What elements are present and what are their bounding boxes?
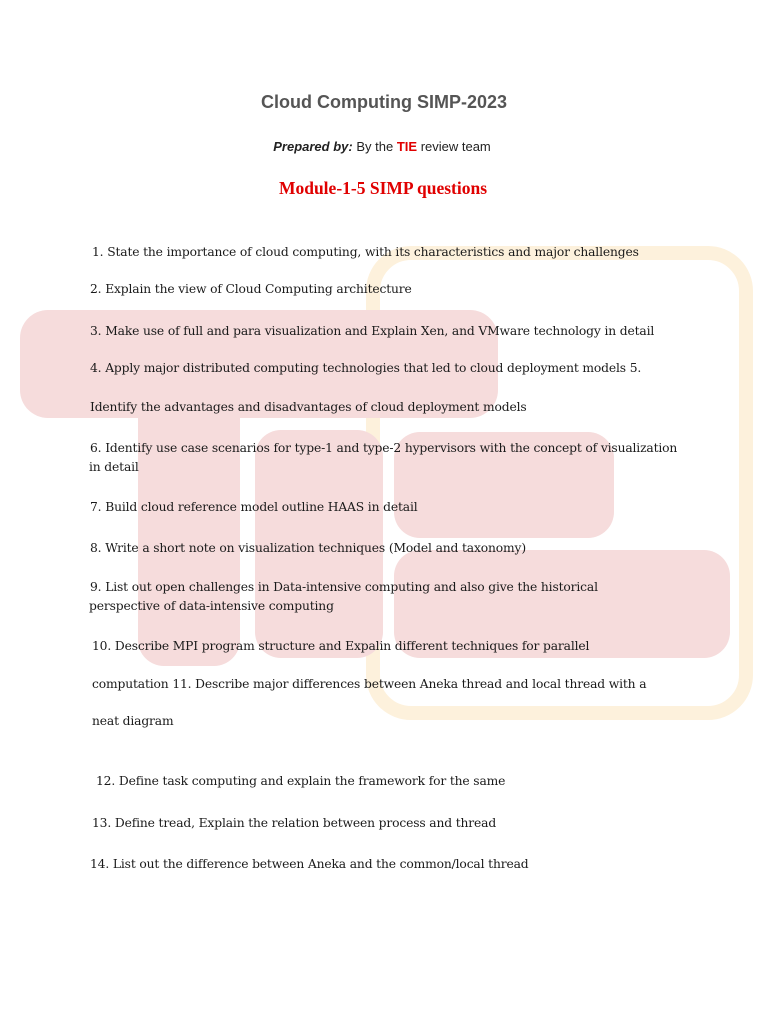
question-line: 6. Identify use case scenarios for type-1 and type-2 hypervisors with the concept of visualization <box>90 441 678 455</box>
module-heading: Module-1-5 SIMP questions <box>278 178 488 198</box>
question-line: 1. State the importance of cloud computing, with its characteristics and major challenges <box>92 245 639 259</box>
question-line: 8. Write a short note on visualization techniques (Model and taxonomy) <box>90 541 526 555</box>
question-line: perspective of data-intensive computing <box>89 599 334 613</box>
prepared-by-post: review team <box>420 139 491 154</box>
document-title: Cloud Computing SIMP-2023 <box>260 92 507 112</box>
question-line: computation 11. Describe major differences between Aneka thread and local thread with a <box>92 677 647 691</box>
question-line: 12. Define task computing and explain the framework for the same <box>96 774 506 788</box>
prepared-by-line <box>0 139 764 154</box>
question-line: 4. Apply major distributed computing technologies that led to cloud deployment models 5. <box>90 361 642 375</box>
question-line: 14. List out the difference between Aneka and the common/local thread <box>90 857 529 871</box>
question-line: 2. Explain the view of Cloud Computing architecture <box>90 282 412 296</box>
question-line: Identify the advantages and disadvantages of cloud deployment models <box>90 400 527 414</box>
prepared-by-label: Prepared by: <box>273 139 353 154</box>
tie-brand-text: TIE <box>396 139 418 154</box>
question-line: 3. Make use of full and para visualization and Explain Xen, and VMware technology in detail <box>90 324 655 338</box>
question-line: 9. List out open challenges in Data-intensive computing and also give the historical <box>90 580 598 594</box>
question-line: neat diagram <box>92 714 174 728</box>
question-line: 13. Define tread, Explain the relation between process and thread <box>92 816 497 830</box>
prepared-by-pre: By the <box>356 139 394 154</box>
question-line: 10. Describe MPI program structure and Expalin different techniques for parallel <box>92 639 590 653</box>
question-line: in detail <box>89 460 139 474</box>
question-line: 7. Build cloud reference model outline HAAS in detail <box>90 500 418 514</box>
